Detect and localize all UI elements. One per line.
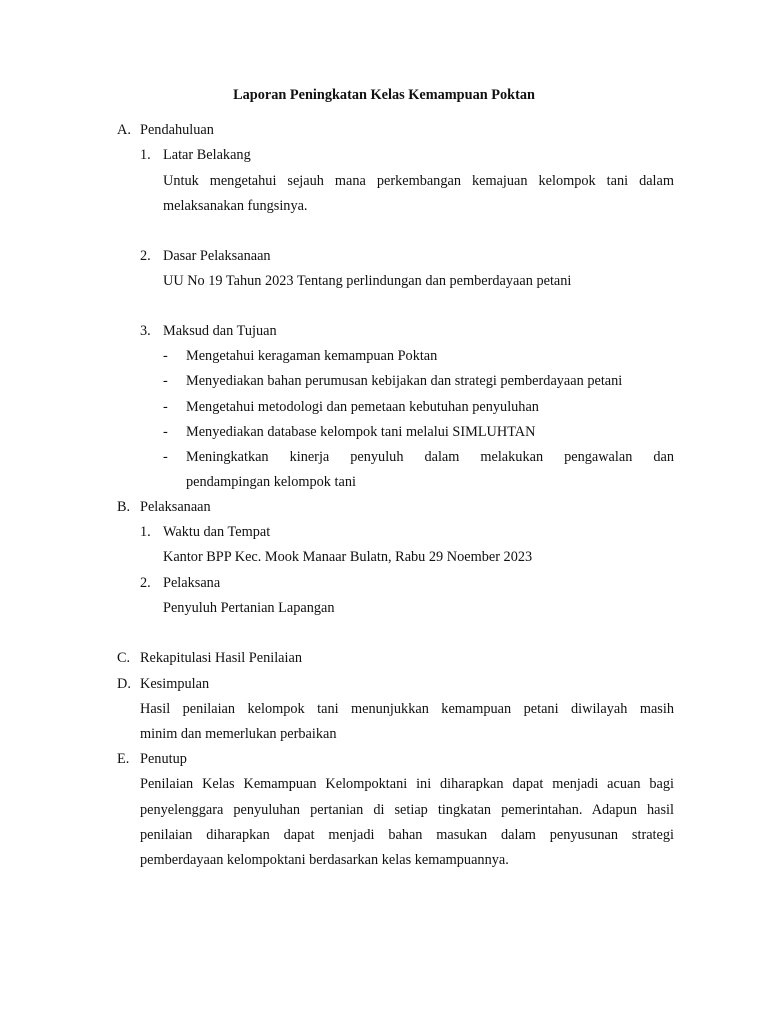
a2-number: 2. [140,248,151,264]
bullet-item: Mengetahui metodologi dan pemetaan kebutuhan penyuluhan [186,399,539,415]
b2-heading: Pelaksana [163,575,221,591]
a2-heading: Dasar Pelaksanaan [163,248,271,264]
bullet-dash: - [163,424,168,440]
e-text-line: penilaian diharapkan dapat menjadi bahan masukan dalam penyusunan strategi [140,827,674,843]
d-text-line: Hasil penilaian kelompok tani menunjukkan kemampuan petani diwilayah masih [140,701,674,717]
section-c-letter: C. [117,650,131,666]
section-b-letter: B. [117,499,131,515]
bullet-item: Menyediakan bahan perumusan kebijakan dan strategi pemberdayaan petani [186,373,623,389]
bullet-item-continuation: pendampingan kelompok tani [186,474,356,490]
a2-text-line: UU No 19 Tahun 2023 Tentang perlindungan dan pemberdayaan petani [163,273,572,289]
a3-heading: Maksud dan Tujuan [163,323,277,339]
bullet-item: Menyediakan database kelompok tani melalui SIMLUHTAN [186,424,536,440]
e-text-line: penyelenggara penyuluhan pertanian di setiap tingkatan pemerintahan. Adapun hasil [140,802,674,818]
e-text-line: Penilaian Kelas Kemampuan Kelompoktani ini diharapkan dapat menjadi acuan bagi [140,776,674,792]
section-a-letter: A. [117,122,131,138]
b2-number: 2. [140,575,151,591]
bullet-dash: - [163,449,168,465]
a1-text-line: melaksanakan fungsinya. [163,198,308,214]
b1-number: 1. [140,524,151,540]
section-e-letter: E. [117,751,130,767]
bullet-dash: - [163,348,168,364]
document-title: Laporan Peningkatan Kelas Kemampuan Poktan [233,87,535,103]
bullet-dash: - [163,399,168,415]
b2-text-line: Penyuluh Pertanian Lapangan [163,600,335,616]
section-c-heading: Rekapitulasi Hasil Penilaian [140,650,302,666]
b1-heading: Waktu dan Tempat [163,524,271,540]
section-d-heading: Kesimpulan [140,676,210,692]
b1-text-line: Kantor BPP Kec. Mook Manaar Bulatn, Rabu 29 Noember 2023 [163,549,533,565]
a1-text-line: Untuk mengetahui sejauh mana perkembangan kemajuan kelompok tani dalam [163,173,674,189]
section-a-heading: Pendahuluan [140,122,214,138]
bullet-dash: - [163,373,168,389]
section-e-heading: Penutup [140,751,187,767]
a3-number: 3. [140,323,151,339]
section-b-heading: Pelaksanaan [140,499,211,515]
e-text-line: pemberdayaan kelompoktani berdasarkan kelas kemampuannya. [140,852,509,868]
bullet-item: Meningkatkan kinerja penyuluh dalam melakukan pengawalan dan [186,449,674,465]
section-d-letter: D. [117,676,131,692]
a1-number: 1. [140,147,151,163]
d-text-line: minim dan memerlukan perbaikan [140,726,337,742]
bullet-item: Mengetahui keragaman kemampuan Poktan [186,348,438,364]
a1-heading: Latar Belakang [163,147,251,163]
